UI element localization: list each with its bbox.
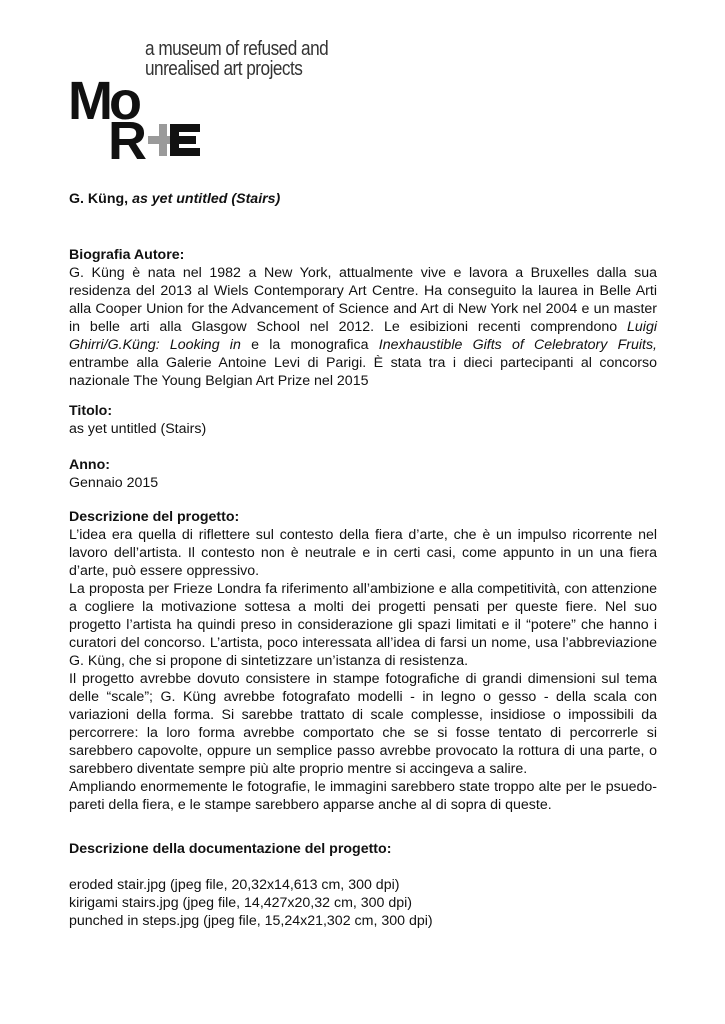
description-section bbox=[69, 508, 657, 814]
logo-tagline-line1: a museum of refused and bbox=[145, 38, 329, 60]
file-item: kirigami stairs.jpg (jpeg file, 14,427x20,32 cm, 300 dpi) bbox=[69, 895, 413, 911]
description-paragraph: L’idea era quella di riflettere sul contesto della fiera d’arte, che è un impulso ricorrente nel lavoro dell’artista. Il contesto non è neutrale e in certi casi, come appunto in un una fiera d’arte, può essere oppressivo. bbox=[69, 527, 657, 579]
biography-heading: Biografia Autore: bbox=[69, 247, 185, 263]
description-heading: Descrizione del progetto: bbox=[69, 509, 240, 525]
anno-value: Gennaio 2015 bbox=[69, 475, 159, 491]
museum-logo bbox=[68, 38, 329, 171]
file-item: punched in steps.jpg (jpeg file, 15,24x21,302 cm, 300 dpi) bbox=[69, 913, 433, 929]
file-item: eroded stair.jpg (jpeg file, 20,32x14,613 cm, 300 dpi) bbox=[69, 877, 400, 893]
exhibition-title-1: Luigi Ghirri/G.Küng: Looking in bbox=[69, 319, 657, 353]
logo-plus-e-mark bbox=[148, 122, 200, 158]
titolo-section bbox=[69, 402, 657, 438]
logo-tagline-line2: unrealised art projects bbox=[145, 58, 303, 80]
documentation-heading: Descrizione della documentazione del progetto: bbox=[69, 841, 392, 857]
anno-heading: Anno: bbox=[69, 457, 110, 473]
documentation-section bbox=[69, 840, 657, 858]
description-paragraph: Ampliando enormemente le fotografie, le immagini sarebbero state troppo alte per le psuedo-pareti della fiera, e le stampe sarebbero apparse anche al di sopra di queste. bbox=[69, 779, 657, 813]
description-paragraph: La proposta per Frieze Londra fa riferimento all’ambizione e alla competitività, con attenzione a cogliere la motivazione sottesa a molti dei progetti pensati per queste fiere. Nel suo progetto l’artista ha quindi preso in considerazione gli spazi limitati e il “potere” che hanno i curatori del concorso. L’artista, poco interessata all’idea di farsi un nome, usa l’abbreviazione G. Küng, che si propone di sintetizzare un’istanza di resistenza. bbox=[69, 581, 657, 669]
titolo-heading: Titolo: bbox=[69, 403, 113, 419]
logo-mark-bottom: R bbox=[108, 111, 147, 171]
title-work: as yet untitled (Stairs) bbox=[132, 191, 281, 207]
titolo-value: as yet untitled (Stairs) bbox=[69, 421, 207, 437]
documentation-file-list bbox=[69, 876, 657, 930]
biography-section bbox=[69, 246, 657, 390]
anno-section bbox=[69, 456, 657, 492]
document-title bbox=[69, 190, 657, 208]
title-author: G. Küng, bbox=[69, 191, 129, 207]
biography-text: G. Küng è nata nel 1982 a New York, attualmente vive e lavora a Bruxelles dalla sua residenza del 2013 al Wiels Contemporary Art Centre. Ha conseguito la laurea in Belle Arti alla Cooper Union for the Advancement of Science and Art di New York nel 2004 e un master in belle arti alla Glasgow School nel 2012. Le esibizioni recenti comprendono Luigi Ghirri/G.Küng: Looking in e la monografica Inexhaustible Gifts of Celebratory Fruits, entrambe alla Galerie Antoine Levi di Parigi. È stata tra i dieci partecipanti al concorso nazionale The Young Belgian Art Prize nel 2015 bbox=[69, 265, 657, 389]
exhibition-title-2: Inexhaustible Gifts of Celebratory Fruits, bbox=[378, 337, 657, 353]
description-paragraph: Il progetto avrebbe dovuto consistere in stampe fotografiche di grandi dimensioni sul tema delle “scale”; G. Küng avrebbe fotografato modelli - in legno o gesso - della scala con variazioni della forma. Si sarebbe trattato di scale complesse, insidiose o impossibili da percorrere: la loro forma avrebbe comportato che se si fosse tentato di percorrerle si sarebbero capovolte, oppure un semplice passo avrebbe provocato la rottura di una parte, o sarebbero diventate sempre più alte proprio mentre si accingeva a salire. bbox=[69, 671, 657, 777]
logo-mark-top: Mo bbox=[68, 71, 138, 131]
